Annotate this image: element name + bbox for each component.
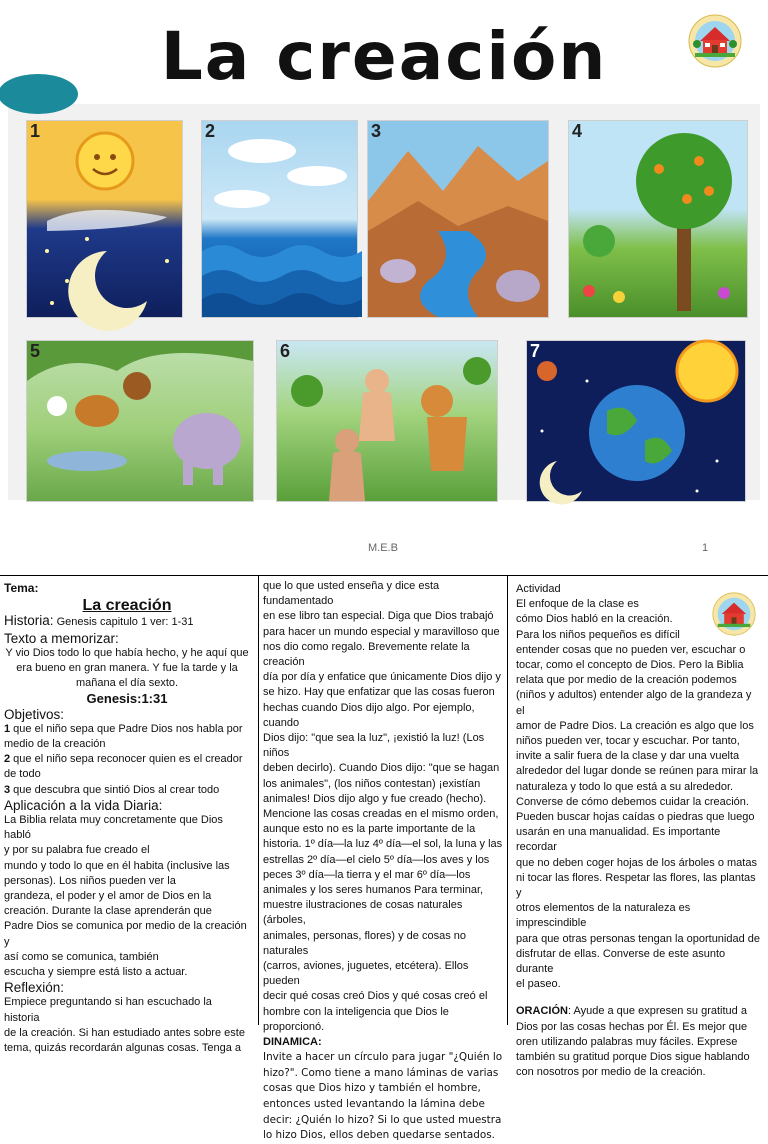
day-4-panel xyxy=(568,120,748,318)
objective-number: 2 xyxy=(4,753,11,766)
reflexion-line: tema, quizás recordarán algunas cosas. Tenga a xyxy=(4,1042,242,1055)
sky-and-waters-icon xyxy=(202,121,357,317)
lesson-sheet xyxy=(0,575,768,1142)
tema-label: Tema: xyxy=(4,581,39,595)
memorizar-label: Texto a memorizar: xyxy=(4,630,119,646)
day-7-panel xyxy=(526,340,746,502)
school-house-logo-icon xyxy=(712,592,756,636)
day-1-panel xyxy=(26,120,183,318)
aplicacion-line: así como se comunica, también xyxy=(4,950,159,963)
actividad-line: disfrutar de ellas. Converse de este asunto durante xyxy=(516,947,726,976)
dinamica-line: Invite a hacer un círculo para jugar "¿Quién lo xyxy=(263,1051,503,1064)
oracion-line: también su gratitud porque Dios sigue hablando xyxy=(516,1051,750,1064)
sun-moon-night-icon xyxy=(27,121,182,317)
reflexion-line: de la creación. Si han estudiado antes sobre este xyxy=(4,1026,245,1039)
story-text xyxy=(263,579,503,1035)
actividad-line: Converse de cómo debemos cuidar la creación. xyxy=(516,795,749,808)
actividad-text xyxy=(516,643,760,993)
aplicacion-line: escucha y siempre está listo a actuar. xyxy=(4,966,188,979)
story-line: para hacer un mundo especial y maravilloso que xyxy=(263,625,500,638)
actividad-line: para que otras personas tengan la oportunidad de xyxy=(516,932,761,945)
actividad-line: Pueden buscar hojas caídas o piedras que luego xyxy=(516,811,755,824)
dinamica-line: cosas que Dios hizo y también el hombre, xyxy=(263,1082,481,1095)
story-line: se hizo. Hay que enfatizar que las cosas fueron xyxy=(263,686,495,699)
animals-icon xyxy=(27,341,253,501)
actividad-line: tocar, como el concepto de Dios. Pero la Biblia xyxy=(516,659,744,672)
story-line: animales, personas, flores) y de cosas no naturales xyxy=(263,929,466,957)
dinamica-text xyxy=(263,1050,503,1144)
creation-days-banner xyxy=(8,104,760,500)
verse-line: era bueno en gran manera. Y fue la tarde y la xyxy=(16,662,238,675)
dinamica-line: hizo?". Como tiene a mano láminas de varias xyxy=(263,1066,499,1079)
objective-number: 1 xyxy=(4,722,11,735)
verse-text xyxy=(4,646,250,692)
reflexion-text xyxy=(4,995,250,1056)
objective-text: que el niño sepa que Padre Dios nos habla por medio de la creación xyxy=(4,722,243,751)
actividad-line: naturaleza y todo lo que está a su alrededor. xyxy=(516,780,734,793)
story-line: (carros, aviones, juguetes, etcétera). Ellos pueden xyxy=(263,960,469,988)
page-title: La creación xyxy=(160,18,608,95)
dinamica-line: lo hizo Dios, ellos deben quedarse sentados. xyxy=(263,1129,495,1142)
aplicacion-line: La Biblia relata muy concretamente que Dios habló xyxy=(4,814,223,842)
day-2-number: 2 xyxy=(205,121,216,141)
slide-footer-author: M.E.B xyxy=(368,542,398,554)
verse-reference: Genesis:1:31 xyxy=(86,691,168,707)
aplicacion-line: grandeza, el poder y el amor de Dios en la xyxy=(4,890,212,903)
oracion-text xyxy=(516,1004,760,1080)
actividad-line: cómo Dios habló en la creación. xyxy=(516,613,673,626)
oracion-label: ORACIÓN xyxy=(516,1005,568,1018)
school-house-logo-icon xyxy=(688,14,742,68)
objective-item xyxy=(4,722,250,752)
land-and-sea-icon xyxy=(368,121,548,317)
oracion-line: oren utilizando palabras muy fáciles. Exprese xyxy=(516,1035,738,1048)
earth-sun-moon-icon xyxy=(527,341,745,501)
slide-footer-page-number: 1 xyxy=(702,542,709,554)
story-line: Dios dijo: "que sea la luz", ¡existió la luz! (Los niños xyxy=(263,732,485,760)
day-6-number: 6 xyxy=(280,341,291,361)
day-3-panel xyxy=(367,120,549,318)
actividad-line: relata que por medio de la creación podemos xyxy=(516,674,737,687)
actividad-line: amor de Padre Dios. La creación es algo que los xyxy=(516,719,754,732)
story-line: hechas cuando Dios dijo algo. Por ejemplo, cuando xyxy=(263,701,475,729)
oracion-line-text: : Ayude a que expresen su gratitud a xyxy=(567,1005,747,1018)
day-3-number: 3 xyxy=(371,121,382,141)
story-line: aunque esto no es la parte importante de la xyxy=(263,823,476,836)
dinamica-line: decir: ¿Quién lo hizo? Si lo que usted muestra xyxy=(263,1113,502,1126)
oracion-line: con nosotros por medio de la creación. xyxy=(516,1066,706,1079)
objective-number: 3 xyxy=(4,783,11,796)
historia-line xyxy=(4,613,250,630)
story-line: estrellas 2º día—el cielo 5º día—los aves y los xyxy=(263,853,490,866)
man-and-woman-icon xyxy=(277,341,497,501)
story-line: animales y los seres humanos Para terminar, xyxy=(263,884,484,897)
historia-value: Genesis capitulo 1 ver: 1-31 xyxy=(53,616,194,629)
story-line: decir qué cosas creó Dios y qué cosas creó el xyxy=(263,990,488,1003)
aplicacion-line: Padre Dios se comunica por medio de la creación y xyxy=(4,920,247,948)
actividad-line: otros elementos de la naturaleza es imprescindible xyxy=(516,902,691,930)
day-5-panel xyxy=(26,340,254,502)
actividad-line: El enfoque de la clase es xyxy=(516,598,639,611)
day-1-number: 1 xyxy=(30,121,41,141)
actividad-line: ni tocar las flores. Respetar las flores, las plantas y xyxy=(516,871,756,900)
story-line: los animales", (los niños contestan) ¡existían xyxy=(263,777,481,790)
reflexion-label: Reflexión: xyxy=(4,980,65,996)
objective-item xyxy=(4,752,250,782)
objective-text: que el niño sepa reconocer quien es el creador de todo xyxy=(4,753,243,781)
actividad-line: niños pueden ver, tocar y escuchar. Por tanto, xyxy=(516,735,740,748)
story-line: día por día y enfatice que únicamente Dios dijo y xyxy=(263,671,501,684)
lesson-column-1 xyxy=(4,576,250,1055)
aplicacion-line: y por su palabra fue creado el xyxy=(4,844,150,857)
story-line: muestre ilustraciones de cosas naturales (árboles, xyxy=(263,899,463,927)
historia-label: Historia: xyxy=(4,613,54,629)
day-2-panel xyxy=(201,120,358,318)
reflexion-line: Empiece preguntando si han escuchado la historia xyxy=(4,996,212,1024)
story-line: animales! Dios dijo algo y fue creado (hecho). xyxy=(263,792,487,805)
lesson-column-3 xyxy=(512,576,764,1079)
aplicacion-line: mundo y todo lo que en él habita (inclusive las xyxy=(4,859,230,872)
aplicacion-text xyxy=(4,813,250,980)
story-line: nos dio como regalo. Brevemente relate la creación xyxy=(263,640,470,669)
actividad-line: (niños y adultos) entender algo de la grandeza y el xyxy=(516,689,752,717)
story-line: que lo que usted enseña y dice esta fundamentado xyxy=(263,580,440,608)
aplicacion-line: personas). Los niños pueden ver la xyxy=(4,874,176,887)
story-line: hombre con la inteligencia que Dios le proporcionó. xyxy=(263,1005,449,1033)
oracion-line xyxy=(516,1004,760,1019)
actividad-line: el paseo. xyxy=(516,978,561,991)
actividad-line: usarán en una manualidad. Es importante recordar xyxy=(516,826,721,854)
story-line: Mencione las cosas creadas en el mismo orden, xyxy=(263,808,499,821)
verse-line: mañana el día sexto. xyxy=(75,677,179,690)
lesson-column-2 xyxy=(258,576,508,1142)
day-5-number: 5 xyxy=(30,341,41,361)
actividad-line: alrededor del lugar donde se reúnen para mirar la xyxy=(516,765,759,778)
actividad-line: Para los niños pequeños es difícil xyxy=(516,628,680,641)
actividad-line: entender cosas que no pueden ver, escuchar o xyxy=(516,643,746,656)
day-4-number: 4 xyxy=(572,121,583,141)
actividad-line: que no deben coger hojas de los árboles o matas xyxy=(516,856,757,869)
day-6-panel xyxy=(276,340,498,502)
story-line: peces 3º día—la tierra y el mar 6º día—los xyxy=(263,868,471,881)
lesson-title: La creación xyxy=(82,597,172,615)
actividad-label: Actividad xyxy=(516,583,561,595)
story-line: deben decirlo). Cuando Dios dijo: "que se hagan xyxy=(263,762,500,775)
objective-item xyxy=(4,783,250,798)
verse-line: Y vio Dios todo lo que había hecho, y he aquí que xyxy=(5,646,249,659)
day-7-number: 7 xyxy=(530,341,541,361)
story-line: historia. 1º día—la luz 4º día—el sol, la luna y las xyxy=(263,838,503,851)
aplicacion-line: creación. Durante la clase aprenderán que xyxy=(4,905,212,918)
oracion-line: Dios por las cosas hechas por Él. Es mejor que xyxy=(516,1020,748,1033)
dinamica-label: DINAMICA: xyxy=(263,1036,322,1049)
dinamica-line: entonces usted levantando la lámina debe xyxy=(263,1098,485,1111)
story-line: en ese libro tan especial. Diga que Dios trabajó xyxy=(263,610,494,623)
teal-corner-decoration xyxy=(0,74,78,114)
plants-and-trees-icon xyxy=(569,121,747,317)
objective-text: que descubra que sintió Dios al crear todo xyxy=(10,783,220,796)
objetivos-label: Objetivos: xyxy=(4,706,65,722)
actividad-line: invite a salir fuera de la clase y dar una vuelta xyxy=(516,750,740,763)
aplicacion-label: Aplicación a la vida Diaria: xyxy=(4,797,163,813)
